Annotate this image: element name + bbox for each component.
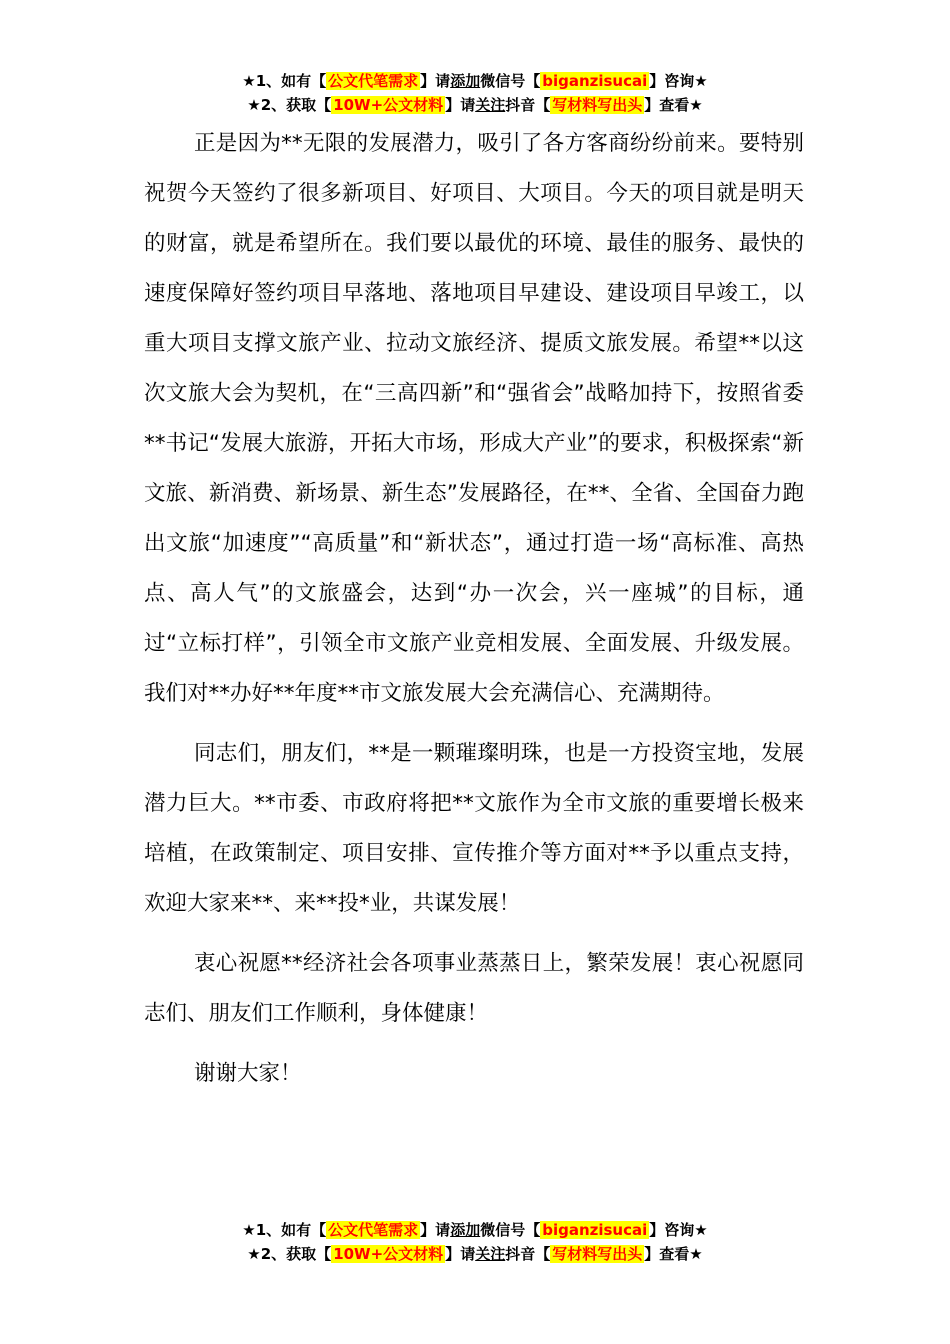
banner-text: 】查看★	[644, 1245, 703, 1263]
header-banner-line-1	[0, 69, 950, 93]
banner-text: ★2、获取【	[247, 96, 332, 114]
materials-highlight: 10W+公文材料	[333, 1245, 444, 1263]
banner-text: 微信号【	[480, 72, 541, 90]
closing-line: 谢谢大家！	[194, 1061, 302, 1086]
banner-text: 】查看★	[644, 96, 703, 114]
add-underlined-text: 添加	[450, 72, 481, 90]
materials-highlight: 10W+公文材料	[333, 96, 444, 114]
banner-text: 】咨询★	[649, 72, 708, 90]
ghostwriting-request-highlight: 公文代笔需求	[328, 1221, 419, 1239]
body-paragraph-1: 正是因为**无限的发展潜力，吸引了各方客商纷纷前来。要特别祝贺今天签约了很多新项目、好项目、大项目。今天的项目就是明天的财富，就是希望所在。我们要以最优的环境、最佳的服务、最快的速度保障好签约项目早落地、落地项目早建设、建设项目早竣工，以重大项目支撑文旅产业、拉动文旅经济、提质文旅发展。希望**以这次文旅大会为契机，在“三高四新”和“强省会”战略加持下，按照省委**书记“发展大旅游，开拓大市场，形成大产业”的要求，积极探索“新文旅、新消费、新场景、新生态”发展路径，在**、全省、全国奋力跑出文旅“加速度”“高质量”和“新状态”，通过打造一场“高标准、高热点、高人气”的文旅盛会，达到“办一次会，兴一座城”的目标，通过“立标打样”，引领全市文旅产业竞相发展、全面发展、升级发展。我们对**办好**年度**市文旅发展大会充满信心、充满期待。	[144, 131, 804, 706]
body-paragraph-2: 同志们，朋友们，**是一颗璀璨明珠，也是一方投资宝地，发展潜力巨大。**市委、市政府将把**文旅作为全市文旅的重要增长极来培植，在政策制定、项目安排、宣传推介等方面对**予以重点支持，欢迎大家来**、来**投*业，共谋发展！	[144, 741, 804, 916]
ghostwriting-request-highlight: 公文代笔需求	[328, 72, 419, 90]
header-banner-line-2	[0, 93, 950, 117]
douyin-account-highlight: 写材料写出头	[552, 96, 643, 114]
add-underlined-text: 添加	[450, 1221, 481, 1239]
header-banner	[0, 69, 950, 117]
banner-text: 抖音【	[505, 96, 551, 114]
banner-text: 抖音【	[505, 1245, 551, 1263]
body-paragraph-3: 衷心祝愿**经济社会各项事业蒸蒸日上，繁荣发展！衷心祝愿同志们、朋友们工作顺利，身体健康！	[144, 951, 804, 1026]
follow-underlined-text: 关注	[475, 96, 506, 114]
banner-text: ★1、如有【	[242, 1221, 327, 1239]
wechat-id-highlight: biganzisucai	[542, 1221, 648, 1239]
footer-banner-line-2	[0, 1242, 950, 1266]
wechat-id-highlight: biganzisucai	[542, 72, 648, 90]
banner-text: 】咨询★	[649, 1221, 708, 1239]
banner-text: 微信号【	[480, 1221, 541, 1239]
banner-text: 】请	[420, 1221, 451, 1239]
footer-banner-line-1	[0, 1218, 950, 1242]
banner-text: 】请	[420, 72, 451, 90]
banner-text: ★2、获取【	[247, 1245, 332, 1263]
document-body	[144, 119, 804, 1099]
banner-text: 】请	[445, 96, 476, 114]
douyin-account-highlight: 写材料写出头	[552, 1245, 643, 1263]
footer-banner	[0, 1218, 950, 1266]
banner-text: 】请	[445, 1245, 476, 1263]
follow-underlined-text: 关注	[475, 1245, 506, 1263]
banner-text: ★1、如有【	[242, 72, 327, 90]
